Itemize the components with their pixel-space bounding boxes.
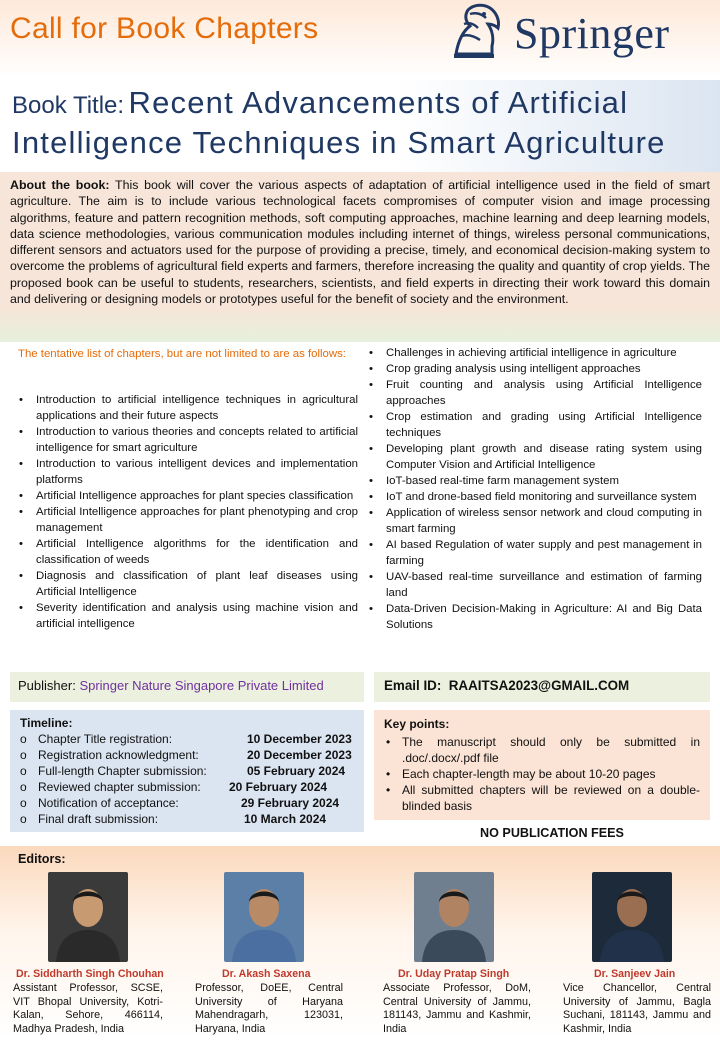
email-label: Email ID: xyxy=(384,678,442,693)
editor-affiliation: Vice Chancellor, Central University of Jammu, Bagla Suchani, 181143, Jammu and Kashmir, India xyxy=(563,982,711,1035)
bullet-icon: • xyxy=(369,363,373,375)
about-the-book xyxy=(0,172,720,342)
chapter-item-text: IoT and drone-based field monitoring and surveillance system xyxy=(386,491,697,503)
circle-bullet-icon: o xyxy=(20,764,27,778)
chapter-item xyxy=(18,504,358,536)
chapter-list-left xyxy=(18,392,358,632)
timeline-label: Chapter Title registration: xyxy=(38,732,173,746)
no-publication-fees: NO PUBLICATION FEES xyxy=(480,826,624,840)
bullet-icon: • xyxy=(386,783,391,797)
chapter-item xyxy=(18,392,358,424)
chapter-item-text: Developing plant growth and disease rating system using Computer Vision and Artificial Intelligence xyxy=(386,443,702,471)
chapter-item-text: Crop grading analysis using intelligent approaches xyxy=(386,363,641,375)
bullet-icon: • xyxy=(19,426,23,438)
chapter-item-text: Introduction to artificial intelligence techniques in agricultural applications and their future aspects xyxy=(36,394,358,422)
editor-affiliation: Professor, DoEE, Central University of Haryana Mahendragarh, 123031, Haryana, India xyxy=(195,982,343,1035)
key-point-text: Each chapter-length may be about 10-20 pages xyxy=(402,767,656,781)
circle-bullet-icon: o xyxy=(20,748,27,762)
key-point-item xyxy=(384,782,700,814)
bullet-icon: • xyxy=(386,767,391,781)
chapter-item xyxy=(368,489,702,505)
email-box xyxy=(374,672,710,702)
chapter-item xyxy=(368,537,702,569)
chapter-item-text: Crop estimation and grading using Artificial Intelligence techniques xyxy=(386,411,702,439)
chapter-item xyxy=(18,488,358,504)
chapter-item-text: Artificial Intelligence approaches for plant species classification xyxy=(36,490,354,502)
chapter-item xyxy=(368,569,702,601)
chapter-item xyxy=(368,345,702,361)
chapter-item xyxy=(368,361,702,377)
chapter-item xyxy=(368,505,702,537)
call-for-chapters-heading: Call for Book Chapters xyxy=(10,12,319,45)
key-point-text: All submitted chapters will be reviewed on a double-blinded basis xyxy=(402,783,700,813)
timeline-date: 29 February 2024 xyxy=(241,796,340,810)
bullet-icon: • xyxy=(369,507,373,519)
springer-horse-icon xyxy=(448,2,506,62)
book-title xyxy=(12,86,712,160)
chapter-item xyxy=(18,456,358,488)
bullet-icon: • xyxy=(369,571,373,583)
timeline-row xyxy=(20,763,354,779)
bullet-icon: • xyxy=(369,539,373,551)
editor-photo xyxy=(592,872,672,962)
bullet-icon: • xyxy=(369,443,373,455)
chapter-item-text: Fruit counting and analysis using Artificial Intelligence approaches xyxy=(386,379,702,407)
bullet-icon: • xyxy=(369,603,373,615)
circle-bullet-icon: o xyxy=(20,796,27,810)
chapter-item-text: IoT-based real-time farm management system xyxy=(386,475,619,487)
timeline-row xyxy=(20,795,354,811)
chapter-item xyxy=(18,536,358,568)
email-value[interactable]: RAAITSA2023@GMAIL.COM xyxy=(448,678,630,693)
timeline-date: 10 December 2023 xyxy=(247,732,352,746)
timeline-row xyxy=(20,779,354,795)
timeline-date: 20 February 2024 xyxy=(229,780,328,794)
timeline-label: Reviewed chapter submission: xyxy=(38,780,201,794)
key-points-heading: Key points: xyxy=(384,717,450,731)
chapter-item-text: Artificial Intelligence algorithms for the identification and classification of weeds xyxy=(36,538,358,566)
timeline-heading: Timeline: xyxy=(20,716,73,730)
bullet-icon: • xyxy=(369,475,373,487)
editor-photo xyxy=(224,872,304,962)
circle-bullet-icon: o xyxy=(20,732,27,746)
editors-heading: Editors: xyxy=(18,852,66,866)
timeline-box xyxy=(10,710,364,832)
chapter-item-text: Application of wireless sensor network and cloud computing in smart farming xyxy=(386,507,702,535)
bullet-icon: • xyxy=(19,490,23,502)
bullet-icon: • xyxy=(19,602,23,614)
chapter-item-text: AI based Regulation of water supply and pest management in farming xyxy=(386,539,702,567)
timeline-row xyxy=(20,811,354,827)
timeline-row xyxy=(20,747,354,763)
chapter-item-text: Introduction to various theories and concepts related to artificial intelligence for smart agriculture xyxy=(36,426,358,454)
chapter-item xyxy=(18,424,358,456)
key-points-list xyxy=(384,734,700,814)
chapter-item-text: Challenges in achieving artificial intelligence in agriculture xyxy=(386,347,677,359)
publisher-box xyxy=(10,672,364,702)
springer-logo-text: Springer xyxy=(514,9,670,58)
editor-name: Dr. Akash Saxena xyxy=(222,968,311,980)
editor-photo xyxy=(414,872,494,962)
timeline-label: Full-length Chapter submission: xyxy=(38,764,207,778)
about-text: This book will cover the various aspects of adaptation of artificial intelligence used in the field of smart agriculture. The aim is to include various technological facets compromises of computer vision and image processing algorithms, feature and pattern recognition methods, soft computing approaches, machine learning and deep learning models, data science methodologies, various communication modules including internet of things, wireless personal communications, different sensors and actuators used for the purpose of providing a precise, timely, and economical decision-making system to overcome the problems of agricultural field experts and farmers, therefore increasing the quality and quantity of crop yields. The proposed book can be useful to students, researchers, scientists, and field experts in directing their work toward this domain and delivering or designing models or prototypes useful for the benefit of society and the environment. xyxy=(10,178,710,307)
chapter-item xyxy=(368,409,702,441)
editor-name: Dr. Sanjeev Jain xyxy=(594,968,676,980)
bullet-icon: • xyxy=(369,411,373,423)
book-title-label: Book Title: xyxy=(12,92,125,119)
bullet-icon: • xyxy=(19,570,23,582)
chapter-item-text: Artificial Intelligence approaches for plant phenotyping and crop management xyxy=(36,506,358,534)
publisher-label: Publisher: xyxy=(18,678,76,693)
timeline-label: Registration acknowledgment: xyxy=(38,748,199,762)
chapter-item xyxy=(18,600,358,632)
chapter-item xyxy=(368,441,702,473)
springer-logo[interactable] xyxy=(448,2,708,64)
chapter-list-right xyxy=(368,345,702,633)
circle-bullet-icon: o xyxy=(20,812,27,826)
timeline-date: 20 December 2023 xyxy=(247,748,352,762)
timeline-label: Final draft submission: xyxy=(38,812,159,826)
book-title-line2: Intelligence Techniques in Smart Agriculture xyxy=(12,125,666,160)
editor-photo xyxy=(48,872,128,962)
bullet-icon: • xyxy=(19,506,23,518)
timeline-label: Notification of acceptance: xyxy=(38,796,179,810)
chapter-item xyxy=(368,377,702,409)
editor-name: Dr. Uday Pratap Singh xyxy=(398,968,510,980)
bullet-icon: • xyxy=(19,538,23,550)
key-points-box xyxy=(374,710,710,820)
book-title-line1: Recent Advancements of Artificial xyxy=(128,85,629,120)
bullet-icon: • xyxy=(369,491,373,503)
publisher-value: Springer Nature Singapore Private Limited xyxy=(79,678,324,693)
editor-name: Dr. Siddharth Singh Chouhan xyxy=(16,968,164,980)
chapter-item-text: Introduction to various intelligent devices and implementation platforms xyxy=(36,458,358,486)
key-point-text: The manuscript should only be submitted in .doc/.docx/.pdf file xyxy=(402,735,700,765)
key-point-item xyxy=(384,734,700,766)
bullet-icon: • xyxy=(369,379,373,391)
editor-affiliation: Associate Professor, DoM, Central University of Jammu, 181143, Jammu and Kashmir, India xyxy=(383,982,531,1035)
bullet-icon: • xyxy=(19,394,23,406)
chapter-item xyxy=(368,601,702,633)
key-point-item xyxy=(384,766,700,782)
chapter-item-text: Severity identification and analysis using machine vision and artificial intelligence xyxy=(36,602,358,630)
bullet-icon: • xyxy=(369,347,373,359)
chapter-item-text: UAV-based real-time surveillance and estimation of farming land xyxy=(386,571,702,599)
circle-bullet-icon: o xyxy=(20,780,27,794)
chapter-item-text: Data-Driven Decision-Making in Agriculture: AI and Big Data Solutions xyxy=(386,603,702,631)
bullet-icon: • xyxy=(19,458,23,470)
editor-affiliation: Assistant Professor, SCSE, VIT Bhopal University, Kotri-Kalan, Sehore, 466114, Madhya Pradesh, India xyxy=(13,982,163,1035)
timeline-date: 10 March 2024 xyxy=(244,812,327,826)
bullet-icon: • xyxy=(386,735,391,749)
about-label: About the book: xyxy=(10,178,110,192)
chapter-item xyxy=(18,568,358,600)
chapters-intro: The tentative list of chapters, but are not limited to are as follows: xyxy=(18,348,346,360)
chapter-item-text: Diagnosis and classification of plant leaf diseases using Artificial Intelligence xyxy=(36,570,358,598)
timeline-row xyxy=(20,731,354,747)
chapter-item xyxy=(368,473,702,489)
timeline-date: 05 February 2024 xyxy=(247,764,346,778)
